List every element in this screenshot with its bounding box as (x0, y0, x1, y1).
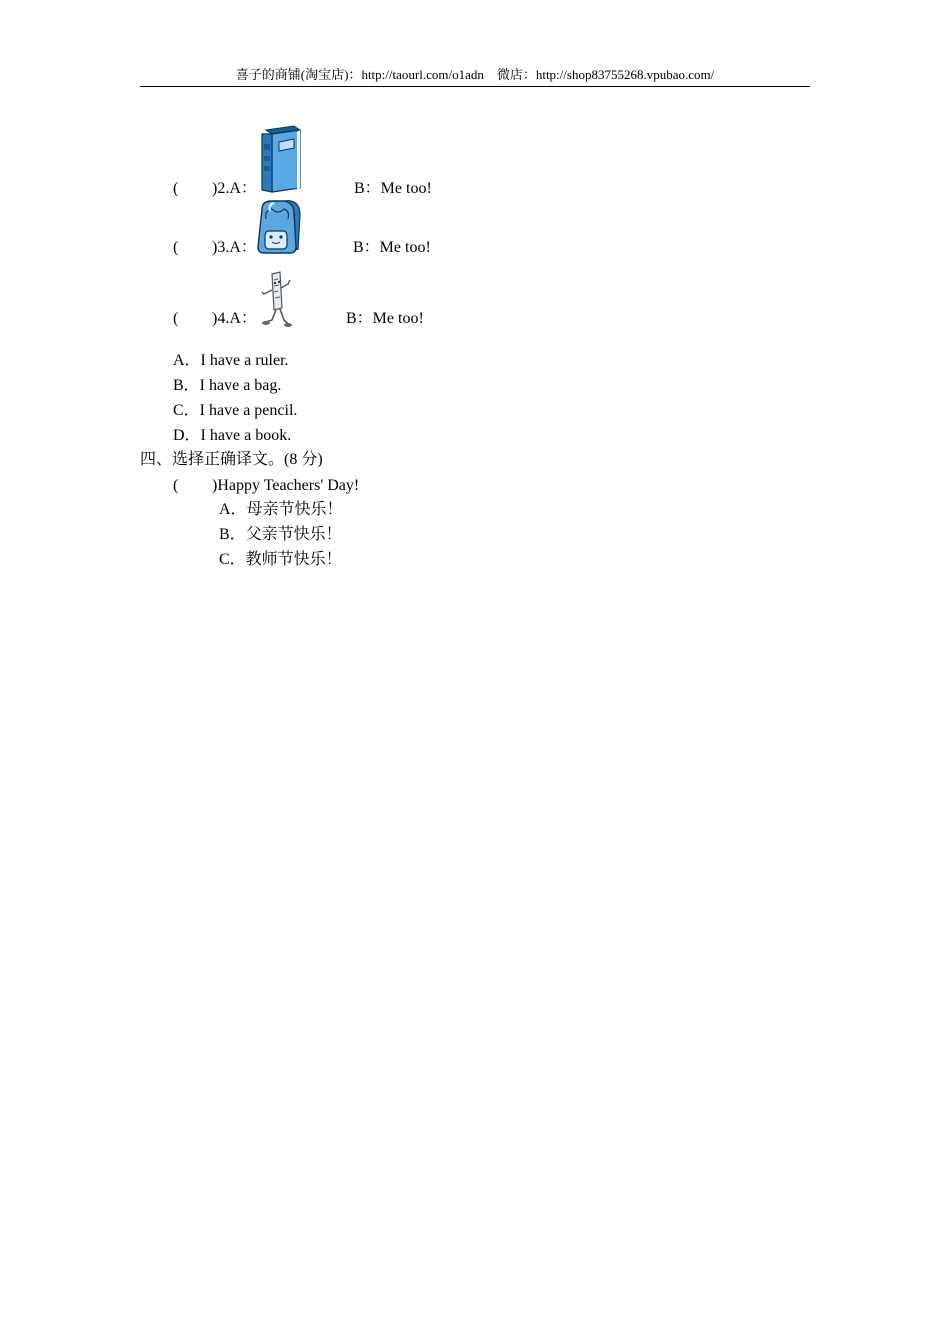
question-label-4: )4.A： (212, 310, 257, 327)
option-c: C．I have a pencil. (173, 402, 298, 419)
translation-choice-a: A．母亲节快乐！ (219, 501, 343, 518)
ruler-icon (258, 270, 294, 328)
option-a: A．I have a ruler. (173, 352, 289, 369)
book-icon (258, 124, 304, 194)
answer-text-3: B：Me too! (353, 239, 431, 256)
translation-paren: ( (173, 477, 179, 494)
translation-choice-c: C．教师节快乐！ (219, 551, 342, 568)
answer-paren-2: ( (173, 180, 179, 197)
answer-paren-3: ( (173, 239, 179, 256)
answer-text-2: B：Me too! (354, 180, 432, 197)
section-4-title: 四、选择正确译文。(8 分) (140, 451, 323, 468)
backpack-icon (256, 197, 304, 255)
question-label-2: )2.A： (212, 180, 257, 197)
translation-choice-b: B．父亲节快乐！ (219, 526, 342, 543)
option-d: D．I have a book. (173, 427, 292, 444)
option-b: B．I have a bag. (173, 377, 282, 394)
answer-paren-4: ( (173, 310, 179, 327)
header-text: 喜子的商铺(淘宝店)：http://taourl.com/o1adn 微店：http://shop83755268.vpubao.com/ (235, 67, 715, 82)
translation-question: )Happy Teachers' Day! (212, 477, 360, 494)
page-header (140, 66, 810, 87)
answer-text-4: B：Me too! (346, 310, 424, 327)
question-label-3: )3.A： (212, 239, 257, 256)
